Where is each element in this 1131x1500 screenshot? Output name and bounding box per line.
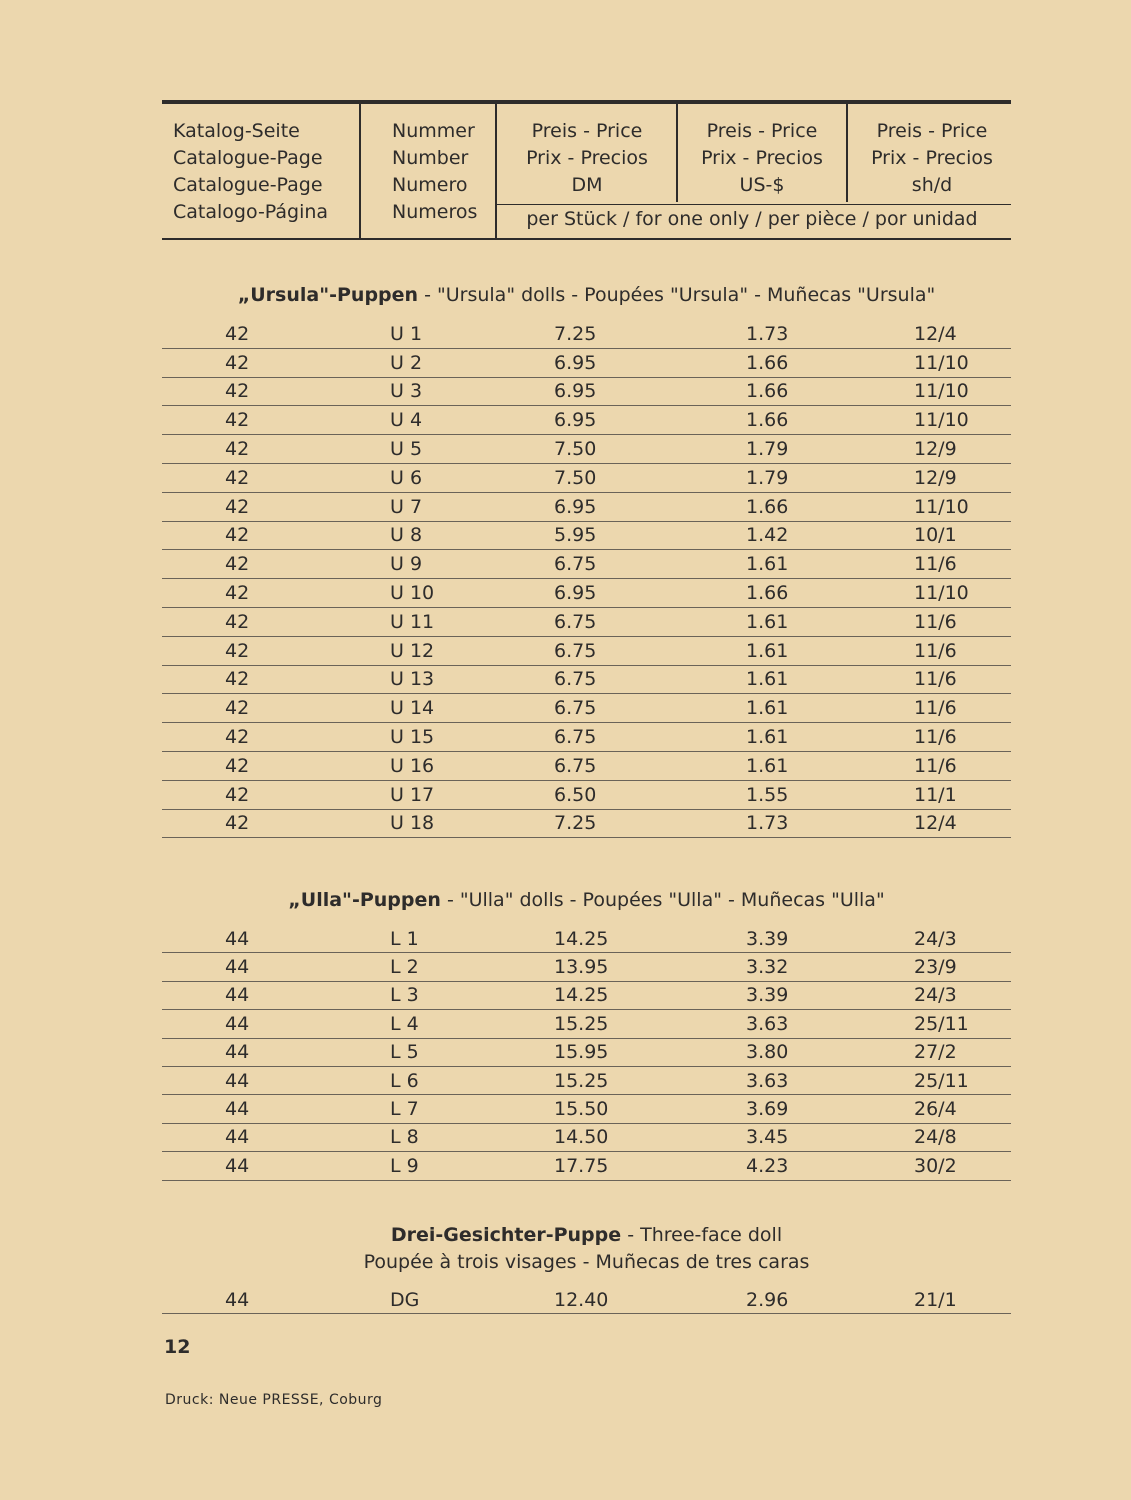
price-shd-cell: 11/1 (914, 783, 957, 806)
table-row (162, 493, 1011, 522)
item-number-cell: U 12 (390, 639, 435, 662)
header-divider (846, 104, 848, 202)
price-dm-cell: 6.75 (554, 697, 597, 720)
price-usd-cell: 1.79 (746, 466, 789, 489)
price-shd-cell: 12/9 (914, 466, 957, 489)
header-label: Preis - Price (876, 120, 988, 142)
price-shd-cell: 24/3 (914, 984, 957, 1007)
price-usd-header (679, 118, 845, 199)
price-shd-cell: 21/1 (914, 1288, 957, 1311)
item-number-cell: U 15 (390, 726, 435, 749)
table-row (162, 435, 1011, 464)
item-number-cell: U 16 (390, 754, 435, 777)
catalog-page-cell: 42 (225, 582, 250, 605)
table-row (162, 752, 1011, 781)
catalog-page-cell: 42 (225, 553, 250, 576)
price-shd-cell: 11/10 (914, 380, 969, 403)
price-usd-cell: 3.39 (746, 927, 789, 950)
item-number-cell: U 4 (390, 409, 423, 432)
price-shd-cell: 11/6 (914, 639, 957, 662)
item-number-cell: U 3 (390, 380, 423, 403)
item-number-cell: L 5 (390, 1041, 419, 1064)
item-number-cell: L 3 (390, 984, 419, 1007)
price-usd-cell: 3.39 (746, 984, 789, 1007)
header-label: Catalogue-Page (173, 174, 323, 196)
catalog-page-cell: 44 (225, 1126, 250, 1149)
price-shd-cell: 11/6 (914, 726, 957, 749)
table-row (162, 1095, 1011, 1123)
table-row (162, 953, 1011, 981)
table-row (162, 1039, 1011, 1067)
ursula-title-rest: - "Ursula" dolls - Poupées "Ursula" - Muñecas "Ursula" (418, 284, 936, 306)
price-usd-cell: 1.66 (746, 495, 789, 518)
price-dm-cell: 6.95 (554, 582, 597, 605)
catalog-page-cell: 42 (225, 754, 250, 777)
catalog-page-cell: 42 (225, 639, 250, 662)
price-dm-cell: 7.50 (554, 466, 597, 489)
threeface-title-rest: - Three-face doll (621, 1224, 783, 1246)
item-number-cell: U 5 (390, 438, 423, 461)
price-shd-cell: 25/11 (914, 1069, 969, 1092)
item-number-cell: U 14 (390, 697, 435, 720)
price-shd-cell: 11/10 (914, 495, 969, 518)
item-number-cell: L 6 (390, 1069, 419, 1092)
item-number-cell: U 18 (390, 812, 435, 835)
price-dm-cell: 6.95 (554, 380, 597, 403)
price-usd-cell: 3.63 (746, 1069, 789, 1092)
threeface-price-rows (162, 1286, 1011, 1314)
ulla-title-bold: „Ulla"-Puppen (288, 889, 441, 911)
ursula-title-bold: „Ursula"-Puppen (237, 284, 419, 306)
header-top-rule (162, 100, 1011, 104)
price-shd-cell: 25/11 (914, 1012, 969, 1035)
header-label: Preis - Price (531, 120, 643, 142)
price-dm-cell: 6.95 (554, 495, 597, 518)
price-usd-cell: 1.61 (746, 697, 789, 720)
price-shd-cell: 27/2 (914, 1041, 957, 1064)
ursula-price-rows (162, 320, 1011, 838)
price-dm-cell: 6.50 (554, 783, 597, 806)
catalog-page-cell: 44 (225, 1041, 250, 1064)
header-subrule (497, 204, 1011, 205)
price-usd-cell: 2.96 (746, 1288, 789, 1311)
price-usd-cell: 1.61 (746, 668, 789, 691)
catalog-page-cell: 42 (225, 783, 250, 806)
item-number-cell: L 9 (390, 1154, 419, 1177)
price-shd-cell: 26/4 (914, 1098, 957, 1121)
item-number-cell: U 10 (390, 582, 435, 605)
price-shd-cell: 11/6 (914, 697, 957, 720)
printer-credit: Druck: Neue PRESSE, Coburg (165, 1392, 383, 1408)
price-dm-cell: 6.75 (554, 610, 597, 633)
ulla-title-rest: - "Ulla" dolls - Poupées "Ulla" - Muñecas "Ulla" (440, 889, 885, 911)
price-shd-cell: 12/4 (914, 812, 957, 835)
table-row (162, 1010, 1011, 1038)
header-divider (359, 104, 361, 238)
price-shd-cell: 12/9 (914, 438, 957, 461)
price-usd-cell: 1.66 (746, 380, 789, 403)
price-dm-cell: 6.75 (554, 754, 597, 777)
price-shd-header (849, 118, 1015, 199)
price-shd-cell: 11/10 (914, 582, 969, 605)
ulla-price-rows (162, 925, 1011, 1181)
price-usd-cell: 1.61 (746, 553, 789, 576)
table-row (162, 320, 1011, 349)
catalog-page-cell: 42 (225, 524, 250, 547)
item-number-cell: U 7 (390, 495, 423, 518)
item-number-cell: U 11 (390, 610, 435, 633)
header-label: US-$ (739, 174, 785, 196)
price-dm-cell: 15.50 (554, 1098, 609, 1121)
catalog-page-cell: 42 (225, 726, 250, 749)
catalog-page-cell: 42 (225, 495, 250, 518)
header-label: Catalogo-Página (173, 201, 329, 223)
price-dm-cell: 6.75 (554, 668, 597, 691)
catalog-page-cell: 44 (225, 984, 250, 1007)
item-number-cell: U 2 (390, 351, 423, 374)
table-row (162, 1067, 1011, 1095)
price-usd-cell: 3.80 (746, 1041, 789, 1064)
table-row (162, 694, 1011, 723)
catalog-page-cell: 44 (225, 1288, 250, 1311)
item-number-cell: U 13 (390, 668, 435, 691)
catalog-page-header (173, 118, 328, 226)
price-dm-cell: 6.95 (554, 409, 597, 432)
item-number-cell: U 9 (390, 553, 423, 576)
catalog-page-cell: 42 (225, 812, 250, 835)
catalog-page-cell: 42 (225, 351, 250, 374)
price-usd-cell: 1.61 (746, 610, 789, 633)
catalog-page-cell: 44 (225, 956, 250, 979)
item-number-cell: U 8 (390, 524, 423, 547)
item-number-cell: L 2 (390, 956, 419, 979)
header-label: sh/d (911, 174, 953, 196)
price-dm-cell: 7.25 (554, 322, 597, 345)
header-label: Prix - Precios (701, 147, 823, 169)
price-usd-cell: 1.61 (746, 726, 789, 749)
header-label: Numero (392, 174, 468, 196)
catalog-page-cell: 44 (225, 1154, 250, 1177)
threeface-title-bold: Drei-Gesichter-Puppe (390, 1224, 622, 1246)
table-row (162, 608, 1011, 637)
table-row (162, 810, 1011, 839)
price-usd-cell: 1.66 (746, 409, 789, 432)
price-shd-cell: 24/8 (914, 1126, 957, 1149)
table-row (162, 550, 1011, 579)
price-usd-cell: 1.55 (746, 783, 789, 806)
per-piece-note: per Stück / for one only / per pièce / por unidad (526, 208, 978, 230)
header-bottom-rule (162, 238, 1011, 240)
price-dm-cell: 6.75 (554, 726, 597, 749)
table-row (162, 464, 1011, 493)
threeface-section-title (162, 1224, 1011, 1246)
header-label: Prix - Precios (526, 147, 648, 169)
price-usd-cell: 3.63 (746, 1012, 789, 1035)
number-header (392, 118, 477, 226)
catalog-page-cell: 44 (225, 1012, 250, 1035)
price-shd-cell: 11/6 (914, 754, 957, 777)
price-usd-cell: 1.42 (746, 524, 789, 547)
price-dm-cell: 15.95 (554, 1041, 609, 1064)
price-dm-cell: 14.25 (554, 984, 609, 1007)
catalog-page-cell: 42 (225, 322, 250, 345)
catalog-page-cell: 44 (225, 927, 250, 950)
price-usd-cell: 4.23 (746, 1154, 789, 1177)
table-row (162, 1286, 1011, 1314)
header-divider (495, 104, 497, 238)
catalog-page-cell: 42 (225, 438, 250, 461)
catalog-page-cell: 42 (225, 610, 250, 633)
price-usd-cell: 1.61 (746, 639, 789, 662)
item-number-cell: L 8 (390, 1126, 419, 1149)
header-label: Number (392, 147, 469, 169)
table-row (162, 637, 1011, 666)
price-shd-cell: 11/10 (914, 351, 969, 374)
price-table-header (162, 100, 1011, 240)
header-label: Catalogue-Page (173, 147, 323, 169)
price-shd-cell: 23/9 (914, 956, 957, 979)
catalog-page-cell: 42 (225, 697, 250, 720)
item-number-cell: U 1 (390, 322, 423, 345)
price-dm-header (502, 118, 672, 199)
header-label: DM (571, 174, 603, 196)
item-number-cell: L 7 (390, 1098, 419, 1121)
price-dm-cell: 6.75 (554, 639, 597, 662)
price-dm-cell: 6.75 (554, 553, 597, 576)
price-dm-cell: 15.25 (554, 1012, 609, 1035)
price-shd-cell: 30/2 (914, 1154, 957, 1177)
table-row (162, 522, 1011, 551)
header-label: Numeros (392, 201, 478, 223)
catalog-page-cell: 44 (225, 1069, 250, 1092)
item-number-cell: L 4 (390, 1012, 419, 1035)
price-usd-cell: 1.66 (746, 351, 789, 374)
table-row (162, 406, 1011, 435)
price-dm-cell: 17.75 (554, 1154, 609, 1177)
item-number-cell: U 6 (390, 466, 423, 489)
price-shd-cell: 11/10 (914, 409, 969, 432)
catalog-page-cell: 42 (225, 466, 250, 489)
header-label: Preis - Price (706, 120, 818, 142)
price-shd-cell: 24/3 (914, 927, 957, 950)
ulla-section-title (162, 889, 1011, 911)
price-dm-cell: 5.95 (554, 524, 597, 547)
item-number-cell: DG (390, 1288, 420, 1311)
table-row (162, 723, 1011, 752)
price-shd-cell: 11/6 (914, 668, 957, 691)
table-row (162, 1152, 1011, 1180)
price-shd-cell: 11/6 (914, 610, 957, 633)
price-usd-cell: 1.79 (746, 438, 789, 461)
price-usd-cell: 3.45 (746, 1126, 789, 1149)
ursula-section-title (162, 284, 1011, 306)
header-label: Prix - Precios (871, 147, 993, 169)
price-dm-cell: 14.25 (554, 927, 609, 950)
price-dm-cell: 13.95 (554, 956, 609, 979)
table-row (162, 781, 1011, 810)
price-shd-cell: 11/6 (914, 553, 957, 576)
catalog-page-cell: 44 (225, 1098, 250, 1121)
catalog-page-cell: 42 (225, 380, 250, 403)
price-usd-cell: 1.61 (746, 754, 789, 777)
price-usd-cell: 1.66 (746, 582, 789, 605)
price-dm-cell: 6.95 (554, 351, 597, 374)
price-shd-cell: 12/4 (914, 322, 957, 345)
price-dm-cell: 7.50 (554, 438, 597, 461)
price-usd-cell: 1.73 (746, 812, 789, 835)
header-divider (676, 104, 678, 202)
page-number: 12 (164, 1336, 191, 1358)
catalog-page-cell: 42 (225, 409, 250, 432)
catalog-page-cell: 42 (225, 668, 250, 691)
header-label: Katalog-Seite (173, 120, 300, 142)
table-row (162, 982, 1011, 1010)
price-usd-cell: 3.32 (746, 956, 789, 979)
header-label: Nummer (392, 120, 475, 142)
price-usd-cell: 1.73 (746, 322, 789, 345)
table-row (162, 579, 1011, 608)
price-shd-cell: 10/1 (914, 524, 957, 547)
price-usd-cell: 3.69 (746, 1098, 789, 1121)
table-row (162, 925, 1011, 953)
price-dm-cell: 7.25 (554, 812, 597, 835)
table-row (162, 666, 1011, 695)
table-row (162, 349, 1011, 378)
item-number-cell: L 1 (390, 927, 419, 950)
price-dm-cell: 12.40 (554, 1288, 609, 1311)
threeface-subtitle: Poupée à trois visages - Muñecas de tres caras (363, 1251, 810, 1273)
item-number-cell: U 17 (390, 783, 435, 806)
table-row (162, 1124, 1011, 1152)
table-row (162, 378, 1011, 407)
price-dm-cell: 14.50 (554, 1126, 609, 1149)
price-dm-cell: 15.25 (554, 1069, 609, 1092)
